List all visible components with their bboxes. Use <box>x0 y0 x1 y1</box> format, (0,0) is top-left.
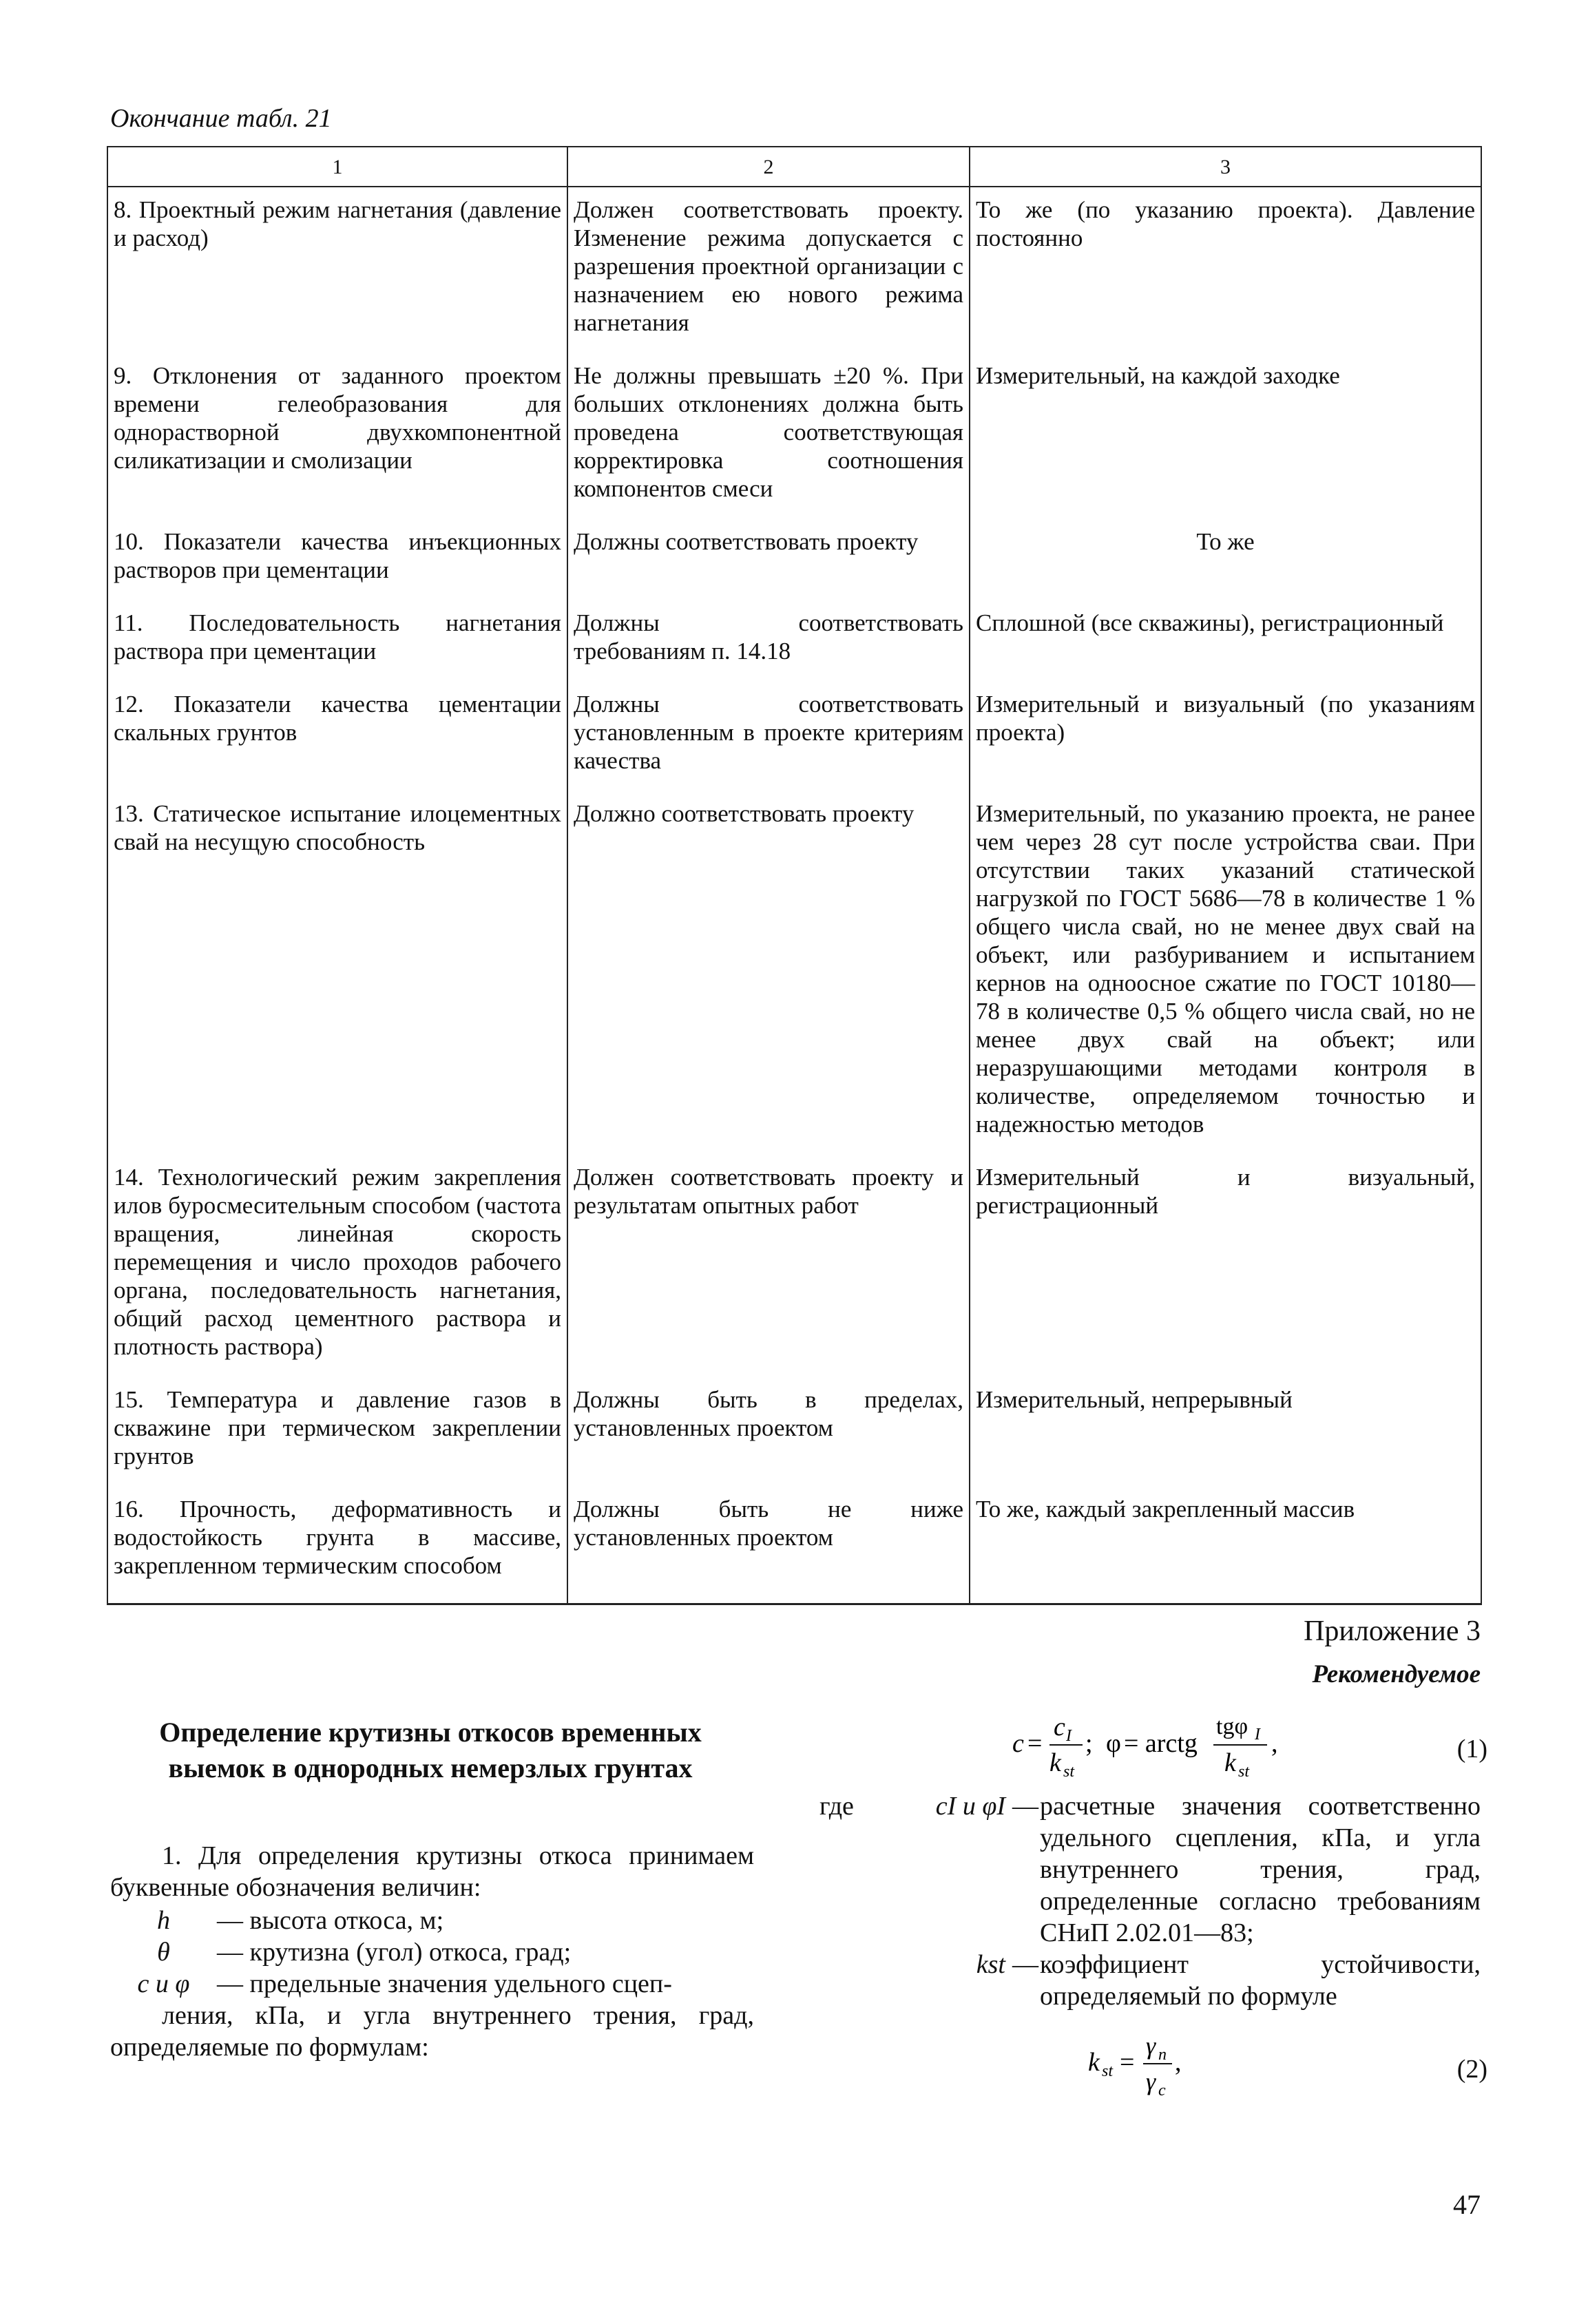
formula-symbol: φ <box>1106 1729 1121 1758</box>
table-cell-requirement: Должен соответствовать проекту и результатам опытных работ <box>567 1159 970 1381</box>
table-cell-requirement: Должны быть не ниже установленных проектом <box>567 1491 970 1604</box>
table-row <box>107 187 1481 357</box>
formula-symbol: k <box>1088 2048 1100 2077</box>
table-cell-control: То же <box>970 523 1481 605</box>
table-row <box>107 1491 1481 1604</box>
where-item <box>819 1949 1481 2012</box>
appendix-subtitle: Рекомендуемое <box>1312 1660 1481 1688</box>
formula-numerator: γ <box>1146 2032 1156 2060</box>
definition-item <box>110 1968 754 2000</box>
table-cell-requirement: Должны соответствовать установленным в проекте критериям качества <box>567 686 970 795</box>
table-caption: Окончание табл. 21 <box>110 104 332 133</box>
where-text: расчетные значения соответственно удельного сцепления, кПа, и угла внутреннего трения, град, определенные согласно требованиям СНиП 2.02.01—83; <box>1040 1792 1481 1947</box>
formula-subscript: I <box>1066 1727 1072 1745</box>
table-row <box>107 605 1481 686</box>
table-cell-parameter: 13. Статическое испытание илоцементных свай на несущую способность <box>107 795 567 1159</box>
formula-1 <box>950 1708 1487 1783</box>
table-cell-parameter: 12. Показатели качества цементации скальных грунтов <box>107 686 567 795</box>
formula-denominator: k <box>1224 1748 1236 1777</box>
formula-subscript: I <box>1255 1726 1260 1744</box>
table-cell-parameter: 9. Отклонения от заданного проектом времени гелеобразования для однорастворной двухкомпонентной силикатизации и смолизации <box>107 357 567 523</box>
definition-item <box>110 1905 754 1936</box>
formula-symbol: c <box>1012 1729 1024 1758</box>
table-row <box>107 795 1481 1159</box>
table-cell-requirement: Должно соответствовать проекту <box>567 795 970 1159</box>
formula-2 <box>950 2028 1487 2104</box>
table-cell-requirement: Должны быть в пределах, установленных проектом <box>567 1381 970 1491</box>
table-cell-requirement: Не должны превышать ±20 %. При больших отклонениях должна быть проведена соответствующая корректировка соотношения компонентов смеси <box>567 357 970 523</box>
table-row <box>107 357 1481 523</box>
where-dash: — <box>1012 1792 1038 1821</box>
paragraph-1: 1. Для определения крутизны откоса принимаем буквенные обозначения величин: <box>110 1841 754 1902</box>
where-item <box>819 1790 1481 1949</box>
page-number: 47 <box>1453 2189 1481 2220</box>
definition-item <box>110 1936 754 1968</box>
table-cell-parameter: 14. Технологический режим закрепления илов буросмесительным способом (частота вращения, линейная скорость перемещения и число проходов рабочего органа, последовательность нагнетания, общий расход цементного раствора и плотность раствора) <box>107 1159 567 1381</box>
formula-equals: = <box>1027 1729 1043 1758</box>
column-header: 1 <box>107 147 567 187</box>
formula-function: = arctg <box>1124 1729 1198 1758</box>
formula-numerator: tgφ <box>1216 1714 1249 1739</box>
table-cell-control: Измерительный, по указанию проекта, не ранее чем через 28 сут после устройства сваи. При отсутствии таких указаний статической нагрузкой по ГОСТ 5686—78 в количестве 1 % общего числа свай, но не менее двух свай на объект, или разбуриванием и испытанием кернов на одноосное сжатие по ГОСТ 10180—78 в количестве 0,5 % общего числа свай, но не менее двух свай на объект; или неразрушающими методами контроля в количестве, определяемом точностью и надежностью методов <box>970 795 1481 1159</box>
formula-denominator: γ <box>1146 2068 1156 2095</box>
table-cell-parameter: 15. Температура и давление газов в скважине при термическом закреплении грунтов <box>107 1381 567 1491</box>
formula-subscript: st <box>1238 1763 1250 1781</box>
formula-number: (1) <box>1456 1735 1487 1763</box>
formula-subscript: c <box>1158 2082 1166 2100</box>
table-cell-control: Сплошной (все скважины), регистрационный <box>970 605 1481 686</box>
table-cell-requirement: Должны соответствовать проекту <box>567 523 970 605</box>
formula-separator: ; <box>1085 1729 1093 1758</box>
where-symbol: cI и φI <box>935 1792 1005 1821</box>
definition-symbol: h <box>157 1906 170 1935</box>
table-header-row <box>107 147 1481 187</box>
table-cell-control: Измерительный, на каждой заходке <box>970 357 1481 523</box>
appendix-title: Приложение 3 <box>1304 1615 1481 1647</box>
table-row <box>107 686 1481 795</box>
paragraph-2: ления, кПа, и угла внутреннего трения, град, определяемые по формулам: <box>110 2001 754 2062</box>
column-header: 3 <box>970 147 1481 187</box>
formula-2-graphic <box>950 2028 1377 2104</box>
left-column-text <box>110 1840 754 2063</box>
definition-symbol: θ <box>157 1938 170 1967</box>
section-title: Определение крутизны откосов временных выемок в однородных немерзлых грунтах <box>159 1717 702 1783</box>
table-cell-parameter: 11. Последовательность нагнетания раствора при цементации <box>107 605 567 686</box>
definition-text: — высота откоса, м; <box>217 1906 444 1935</box>
where-text: коэффициент устойчивости, определяемый по формуле <box>1040 1950 1481 2011</box>
table-row <box>107 1381 1481 1491</box>
where-definitions <box>819 1790 1481 2012</box>
table-row <box>107 523 1481 605</box>
table-cell-control: Измерительный, непрерывный <box>970 1381 1481 1491</box>
formula-comma: , <box>1175 2048 1182 2077</box>
formula-subscript: st <box>1102 2062 1114 2080</box>
formula-comma: , <box>1271 1729 1278 1758</box>
definitions-list <box>110 1905 754 2000</box>
table-cell-control: Измерительный и визуальный, регистрационный <box>970 1159 1481 1381</box>
table-cell-parameter: 8. Проектный режим нагнетания (давление и расход) <box>107 187 567 357</box>
formula-number: (2) <box>1456 2055 1487 2084</box>
definition-symbol: c и φ <box>137 1969 190 1998</box>
where-symbol: kst <box>976 1950 1005 1979</box>
table-21 <box>107 146 1482 1605</box>
table-cell-control: Измерительный и визуальный (по указаниям проекта) <box>970 686 1481 795</box>
table-row <box>107 1159 1481 1381</box>
table-cell-control: То же, каждый закрепленный массив <box>970 1491 1481 1604</box>
formula-numerator: c <box>1054 1713 1065 1741</box>
table-cell-control: То же (по указанию проекта). Давление постоянно <box>970 187 1481 357</box>
table-cell-parameter: 10. Показатели качества инъекционных растворов при цементации <box>107 523 567 605</box>
formula-1-graphic <box>950 1708 1377 1783</box>
table-cell-requirement: Должны соответствовать требованиям п. 14.18 <box>567 605 970 686</box>
table-cell-parameter: 16. Прочность, деформативность и водостойкость грунта в массиве, закрепленном термическим способом <box>107 1491 567 1604</box>
table-cell-requirement: Должен соответствовать проекту. Изменение режима допускается с разрешения проектной организации с назначением ею нового режима нагнетания <box>567 187 970 357</box>
formula-equals: = <box>1120 2048 1135 2077</box>
formula-denominator: k <box>1049 1748 1061 1777</box>
where-dash: — <box>1012 1950 1038 1979</box>
where-lead: где <box>819 1792 854 1821</box>
definition-text: — крутизна (угол) откоса, град; <box>217 1938 572 1967</box>
formula-subscript: n <box>1158 2046 1167 2064</box>
where-lead <box>819 1949 895 2012</box>
formula-subscript: st <box>1063 1763 1075 1781</box>
definition-text: — предельные значения удельного сцеп- <box>217 1969 672 1998</box>
column-header: 2 <box>567 147 970 187</box>
